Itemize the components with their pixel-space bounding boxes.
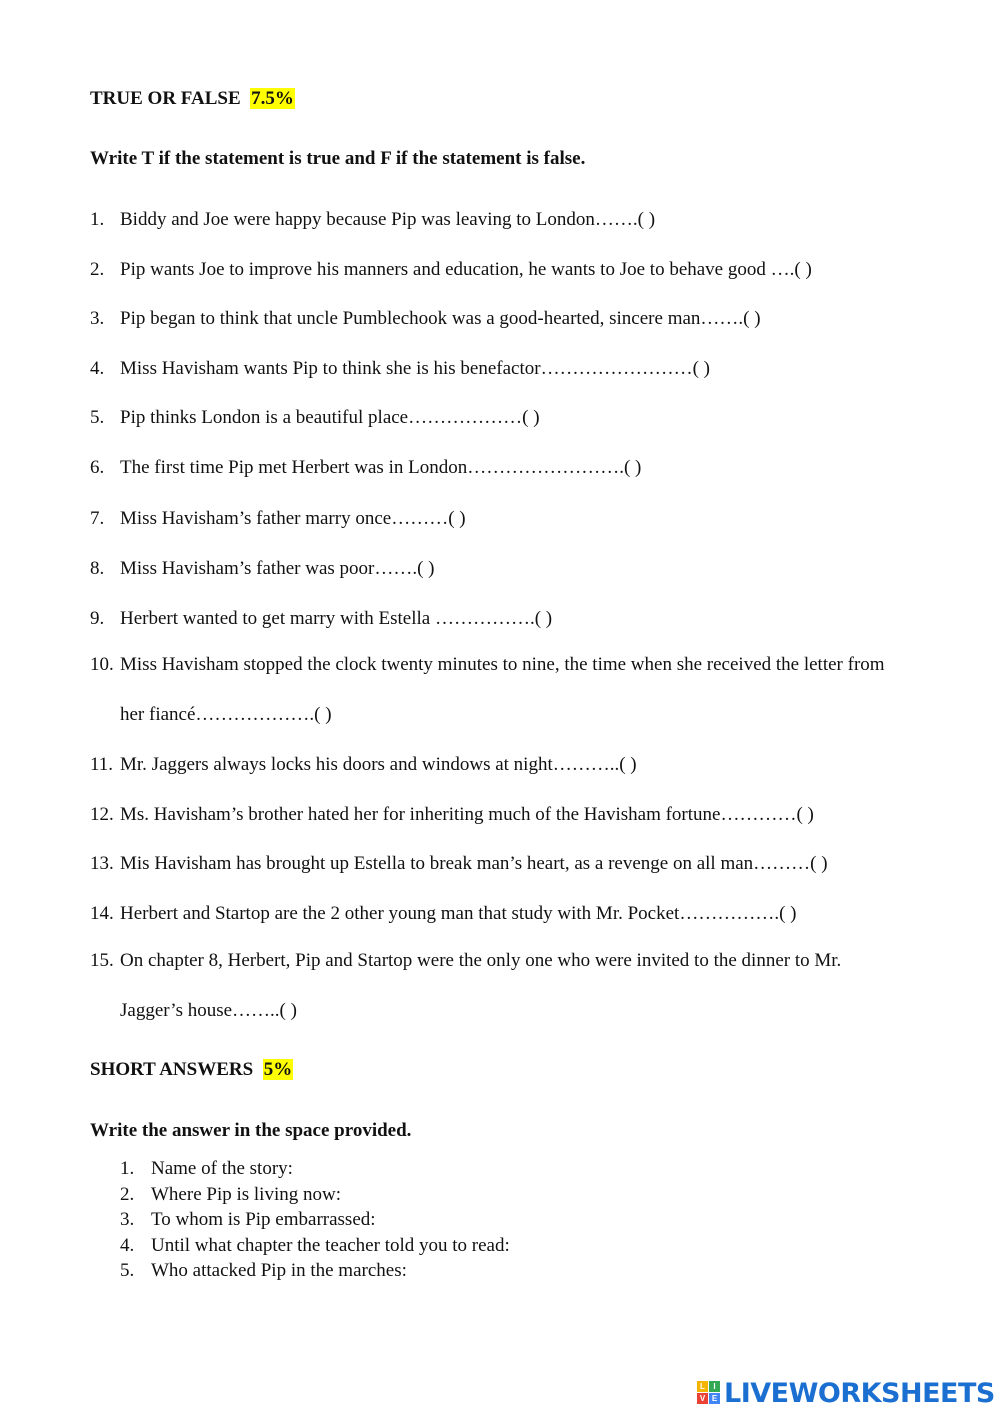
tf-title: TRUE OR FALSE	[90, 88, 241, 109]
tf-item-text: The first time Pip met Herbert was in London…………………….( )	[120, 457, 642, 478]
tf-item: 3. Pip began to think that uncle Pumblechook was a good-hearted, sincere man…….( )	[90, 308, 761, 329]
tf-item: 4. Miss Havisham wants Pip to think she is his benefactor……………………( )	[90, 358, 711, 379]
liveworksheets-logo-text: LIVEWORKSHEETS	[724, 1377, 995, 1409]
tf-item-continuation: her fiancé……………….( )	[120, 704, 332, 725]
liveworksheets-logo[interactable]	[697, 1378, 995, 1408]
sa-weight: 5%	[263, 1059, 293, 1080]
liveworksheets-logo-icon: L I V E	[697, 1381, 721, 1405]
sa-item[interactable]: 5. Who attacked Pip in the marches:	[120, 1260, 407, 1281]
tf-item: 11. Mr. Jaggers always locks his doors and windows at night………..( )	[90, 754, 637, 775]
tf-item: 8. Miss Havisham’s father was poor…….( )	[90, 558, 435, 579]
tf-item-text: Mr. Jaggers always locks his doors and windows at night………..( )	[120, 754, 637, 775]
sa-item-text: Who attacked Pip in the marches:	[151, 1260, 407, 1281]
sa-item-text: Where Pip is living now:	[151, 1183, 341, 1205]
tf-item-text: Herbert wanted to get marry with Estella …………….( )	[120, 608, 553, 629]
tf-item-text: Miss Havisham’s father was poor…….( )	[120, 558, 435, 579]
tf-item: 9. Herbert wanted to get marry with Estella …………….( )	[90, 608, 553, 629]
tf-item-text: Biddy and Joe were happy because Pip was leaving to London…….( )	[120, 209, 656, 230]
tf-item: 14. Herbert and Startop are the 2 other young man that study with Mr. Pocket…………….( )	[90, 903, 797, 924]
sa-item-text: Until what chapter the teacher told you to read:	[151, 1234, 510, 1256]
tf-instruction: Write T if the statement is true and F if the statement is false.	[90, 148, 586, 169]
tf-item: 2. Pip wants Joe to improve his manners and education, he wants to Joe to behave good ….( )	[90, 259, 812, 280]
tf-item: 13. Mis Havisham has brought up Estella to break man’s heart, as a revenge on all man………( )	[90, 853, 828, 874]
tf-item-text: Miss Havisham’s father marry once………( )	[120, 508, 466, 529]
tf-item: 6. The first time Pip met Herbert was in London…………………….( )	[90, 457, 642, 478]
sa-item-text: Name of the story:	[151, 1158, 293, 1179]
sa-item[interactable]: 3. To whom is Pip embarrassed:	[120, 1209, 376, 1230]
sa-heading	[90, 1059, 293, 1081]
sa-title: SHORT ANSWERS	[90, 1059, 254, 1080]
tf-weight: 7.5%	[251, 88, 294, 109]
tf-item: 15. On chapter 8, Herbert, Pip and Startop were the only one who were invited to the dinner to Mr.	[90, 950, 842, 971]
tf-item: 10. Miss Havisham stopped the clock twenty minutes to nine, the time when she received the letter from	[90, 654, 885, 675]
tf-item: 5. Pip thinks London is a beautiful place………………( )	[90, 407, 540, 428]
tf-item-continuation: Jagger’s house……..( )	[120, 1000, 297, 1021]
tf-heading	[90, 88, 295, 110]
tf-item-text: Miss Havisham wants Pip to think she is his benefactor……………………( )	[120, 358, 711, 379]
tf-item: 7. Miss Havisham’s father marry once………( )	[90, 508, 466, 529]
tf-item-text: Ms. Havisham’s brother hated her for inheriting much of the Havisham fortune…………( )	[120, 804, 814, 825]
sa-item[interactable]: 2. Where Pip is living now:	[120, 1183, 341, 1205]
sa-instruction: Write the answer in the space provided.	[90, 1120, 412, 1141]
tf-item: 1. Biddy and Joe were happy because Pip was leaving to London…….( )	[90, 209, 656, 230]
tf-item-text: Pip thinks London is a beautiful place………………( )	[120, 407, 540, 428]
sa-item[interactable]: 1. Name of the story:	[120, 1158, 293, 1179]
sa-list	[120, 1156, 510, 1284]
sa-item[interactable]: 4. Until what chapter the teacher told you to read:	[120, 1234, 510, 1256]
tf-item-text: Miss Havisham stopped the clock twenty minutes to nine, the time when she received the letter from	[120, 654, 885, 675]
tf-item: 12. Ms. Havisham’s brother hated her for inheriting much of the Havisham fortune…………( )	[90, 804, 814, 825]
tf-item-text: Mis Havisham has brought up Estella to break man’s heart, as a revenge on all man………( )	[120, 853, 828, 874]
tf-item-text: On chapter 8, Herbert, Pip and Startop were the only one who were invited to the dinner to Mr.	[120, 950, 842, 971]
tf-item-text: Pip wants Joe to improve his manners and education, he wants to Joe to behave good ….( )	[120, 259, 812, 280]
sa-item-text: To whom is Pip embarrassed:	[151, 1209, 376, 1230]
tf-item-text: Pip began to think that uncle Pumblechook was a good-hearted, sincere man…….( )	[120, 308, 761, 329]
tf-item-text: Herbert and Startop are the 2 other young man that study with Mr. Pocket…………….( )	[120, 903, 797, 924]
